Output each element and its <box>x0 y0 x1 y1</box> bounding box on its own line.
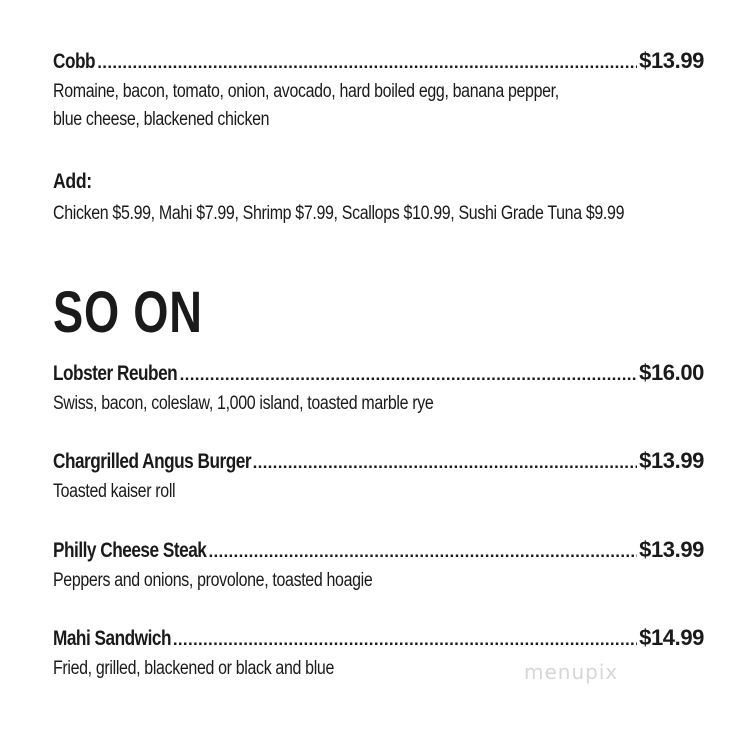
menu-item-price: $13.99 <box>639 448 704 473</box>
menu-item-header <box>53 360 704 390</box>
menu-item-description: Peppers and onions, provolone, toasted hoagie <box>53 570 373 591</box>
menu-item-header <box>53 537 704 567</box>
menu-item-price: $16.00 <box>639 360 704 385</box>
menu-item-price: $13.99 <box>639 537 704 562</box>
menu-item-description: Fried, grilled, blackened or black and blue <box>53 658 334 679</box>
menu-item-price: $14.99 <box>639 625 704 650</box>
add-ons-label: Add: <box>53 170 92 193</box>
menu-item-chargrilled-angus-burger <box>53 448 704 537</box>
menu-item-price: $13.99 <box>639 48 704 73</box>
menu-item-description: Toasted kaiser roll <box>53 481 176 502</box>
menu-page <box>53 48 704 685</box>
dot-leader <box>253 453 638 473</box>
menu-item-lobster-reuben <box>53 360 704 448</box>
menu-item-header <box>53 448 704 478</box>
menu-item-description: Romaine, bacon, tomato, onion, avocado, hard boiled egg, banana pepper, blue cheese, blackened chicken <box>53 81 559 130</box>
menu-item-description: Swiss, bacon, coleslaw, 1,000 island, toasted marble rye <box>53 393 434 414</box>
dot-leader <box>208 542 637 562</box>
menu-item-name: Lobster Reuben <box>53 362 178 385</box>
menu-item-header <box>53 625 704 655</box>
dot-leader <box>180 365 637 385</box>
dot-leader <box>97 53 637 73</box>
menu-item-name: Cobb <box>53 50 96 73</box>
menu-item-name: Mahi Sandwich <box>53 627 171 650</box>
add-ons-options: Chicken $5.99, Mahi $7.99, Shrimp $7.99, Scallops $10.99, Sushi Grade Tuna $9.99 <box>53 203 625 224</box>
menu-item-header <box>53 48 704 78</box>
section-title: SO ON <box>53 280 203 345</box>
menu-item-name: Philly Cheese Steak <box>53 539 207 562</box>
menu-item-cobb <box>53 48 704 164</box>
watermark: menupix <box>524 660 619 684</box>
dot-leader <box>173 630 637 650</box>
menu-item-name: Chargrilled Angus Burger <box>53 450 252 473</box>
menu-item-philly-cheese-steak <box>53 537 704 625</box>
add-ons <box>53 170 704 270</box>
